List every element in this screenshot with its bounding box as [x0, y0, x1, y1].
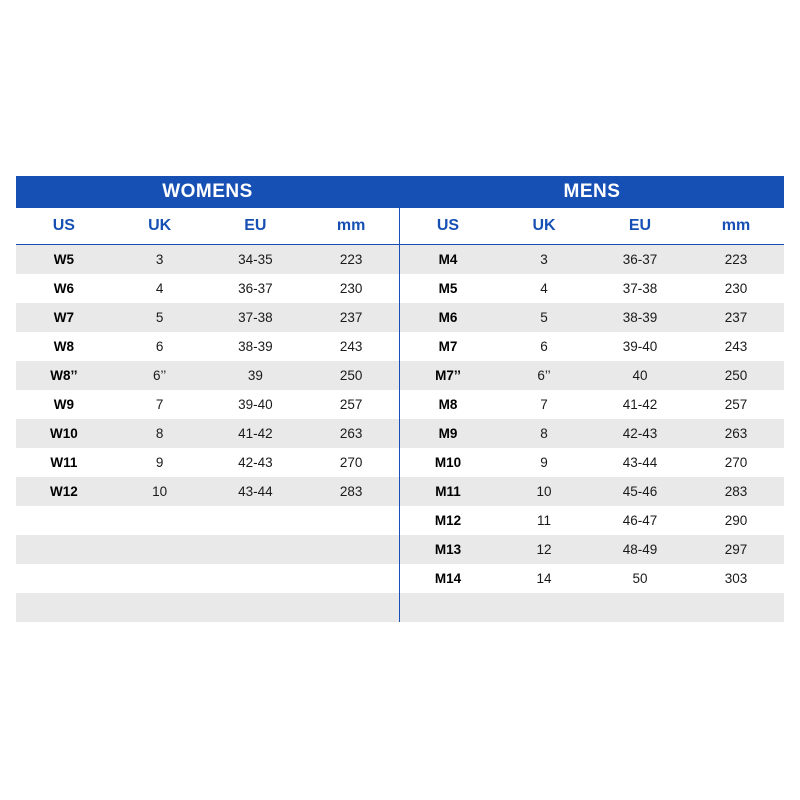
cell-us: M11 [400, 477, 496, 506]
cell-us: W8’’ [16, 361, 112, 390]
cell-mm: 230 [688, 274, 784, 303]
cell-mm [303, 506, 399, 535]
cell-mm [303, 593, 399, 622]
table-row [400, 390, 784, 419]
cell-mm: 250 [303, 361, 399, 390]
cell-uk: 9 [112, 448, 208, 477]
cell-uk: 5 [112, 303, 208, 332]
cell-mm: 270 [303, 448, 399, 477]
cell-us [16, 564, 112, 593]
table-row [16, 245, 399, 275]
cell-us: W6 [16, 274, 112, 303]
table-row [400, 564, 784, 593]
cell-eu: 39-40 [208, 390, 304, 419]
cell-mm: 237 [688, 303, 784, 332]
mens-section-title: MENS [400, 176, 784, 208]
cell-uk [112, 535, 208, 564]
cell-mm: 257 [688, 390, 784, 419]
mens-table-head [400, 208, 784, 245]
size-chart [16, 176, 784, 622]
cell-uk: 5 [496, 303, 592, 332]
table-row [400, 506, 784, 535]
cell-mm: 257 [303, 390, 399, 419]
table-row [400, 535, 784, 564]
cell-uk: 10 [496, 477, 592, 506]
table-row [16, 419, 399, 448]
cell-mm: 283 [688, 477, 784, 506]
cell-us: M9 [400, 419, 496, 448]
mens-col-header-uk: UK [496, 208, 592, 245]
cell-us: M8 [400, 390, 496, 419]
table-row [16, 390, 399, 419]
table-row [400, 303, 784, 332]
cell-uk: 4 [112, 274, 208, 303]
womens-section-title: WOMENS [16, 176, 399, 208]
table-row [400, 361, 784, 390]
cell-us: W5 [16, 245, 112, 275]
mens-header-row [400, 208, 784, 245]
cell-eu: 41-42 [208, 419, 304, 448]
cell-eu: 43-44 [592, 448, 688, 477]
mens-col-header-us: US [400, 208, 496, 245]
cell-uk [112, 593, 208, 622]
mens-col-header-mm: mm [688, 208, 784, 245]
cell-eu: 38-39 [208, 332, 304, 361]
cell-us: W8 [16, 332, 112, 361]
cell-us [400, 593, 496, 622]
cell-uk: 6’’ [112, 361, 208, 390]
table-row [16, 535, 399, 564]
cell-mm: 250 [688, 361, 784, 390]
womens-col-header-uk: UK [112, 208, 208, 245]
cell-us: M6 [400, 303, 496, 332]
cell-us: M5 [400, 274, 496, 303]
cell-eu: 46-47 [592, 506, 688, 535]
cell-mm: 263 [688, 419, 784, 448]
cell-mm: 237 [303, 303, 399, 332]
mens-table-body [400, 245, 784, 623]
cell-mm: 230 [303, 274, 399, 303]
cell-eu: 36-37 [208, 274, 304, 303]
cell-eu: 43-44 [208, 477, 304, 506]
cell-eu: 39 [208, 361, 304, 390]
cell-us: M7 [400, 332, 496, 361]
cell-us: W7 [16, 303, 112, 332]
cell-us [16, 593, 112, 622]
table-row [400, 593, 784, 622]
table-row [16, 506, 399, 535]
cell-eu: 42-43 [208, 448, 304, 477]
cell-uk: 6 [496, 332, 592, 361]
mens-col-header-eu: EU [592, 208, 688, 245]
cell-eu: 48-49 [592, 535, 688, 564]
cell-eu: 34-35 [208, 245, 304, 275]
womens-col-header-us: US [16, 208, 112, 245]
cell-us: M10 [400, 448, 496, 477]
table-row [400, 274, 784, 303]
table-row [400, 448, 784, 477]
table-row [16, 593, 399, 622]
cell-eu [592, 593, 688, 622]
womens-col-header-mm: mm [303, 208, 399, 245]
cell-eu: 45-46 [592, 477, 688, 506]
cell-mm: 297 [688, 535, 784, 564]
cell-us: W11 [16, 448, 112, 477]
cell-eu [208, 564, 304, 593]
womens-header-row [16, 208, 399, 245]
cell-eu: 39-40 [592, 332, 688, 361]
cell-uk: 10 [112, 477, 208, 506]
table-row [16, 477, 399, 506]
cell-us: M14 [400, 564, 496, 593]
cell-eu: 37-38 [208, 303, 304, 332]
cell-uk: 4 [496, 274, 592, 303]
cell-mm: 243 [303, 332, 399, 361]
cell-uk: 9 [496, 448, 592, 477]
cell-mm [303, 564, 399, 593]
cell-us [16, 535, 112, 564]
cell-eu [208, 535, 304, 564]
cell-eu: 38-39 [592, 303, 688, 332]
cell-mm: 263 [303, 419, 399, 448]
cell-uk: 7 [112, 390, 208, 419]
cell-eu: 50 [592, 564, 688, 593]
cell-mm [303, 535, 399, 564]
cell-uk: 8 [112, 419, 208, 448]
cell-us: W12 [16, 477, 112, 506]
table-row [16, 274, 399, 303]
cell-us: M13 [400, 535, 496, 564]
cell-uk [112, 564, 208, 593]
cell-uk: 3 [112, 245, 208, 275]
cell-eu: 41-42 [592, 390, 688, 419]
cell-mm: 290 [688, 506, 784, 535]
cell-uk: 8 [496, 419, 592, 448]
cell-mm: 303 [688, 564, 784, 593]
womens-table-column [16, 176, 400, 622]
cell-uk: 12 [496, 535, 592, 564]
cell-eu: 37-38 [592, 274, 688, 303]
womens-table-head [16, 208, 399, 245]
table-row [16, 564, 399, 593]
cell-us: M4 [400, 245, 496, 275]
cell-eu: 42-43 [592, 419, 688, 448]
cell-mm: 270 [688, 448, 784, 477]
cell-uk: 6’’ [496, 361, 592, 390]
cell-eu: 36-37 [592, 245, 688, 275]
cell-uk: 6 [112, 332, 208, 361]
cell-uk [112, 506, 208, 535]
cell-uk: 7 [496, 390, 592, 419]
table-row [16, 361, 399, 390]
table-row [16, 332, 399, 361]
womens-table-body [16, 245, 399, 623]
cell-mm: 223 [303, 245, 399, 275]
mens-table-column [400, 176, 784, 622]
cell-uk: 14 [496, 564, 592, 593]
cell-us: M12 [400, 506, 496, 535]
cell-uk: 3 [496, 245, 592, 275]
cell-uk [496, 593, 592, 622]
cell-eu [208, 506, 304, 535]
cell-us: W9 [16, 390, 112, 419]
size-tables-container [16, 176, 784, 622]
cell-mm: 223 [688, 245, 784, 275]
table-row [400, 245, 784, 275]
cell-eu: 40 [592, 361, 688, 390]
table-row [400, 332, 784, 361]
cell-us: M7’’ [400, 361, 496, 390]
table-row [16, 448, 399, 477]
cell-uk: 11 [496, 506, 592, 535]
cell-mm [688, 593, 784, 622]
cell-mm: 283 [303, 477, 399, 506]
table-row [16, 303, 399, 332]
cell-mm: 243 [688, 332, 784, 361]
cell-eu [208, 593, 304, 622]
cell-us [16, 506, 112, 535]
cell-us: W10 [16, 419, 112, 448]
table-row [400, 477, 784, 506]
table-row [400, 419, 784, 448]
womens-col-header-eu: EU [208, 208, 304, 245]
womens-sizes-table [16, 208, 399, 622]
mens-sizes-table [400, 208, 784, 622]
